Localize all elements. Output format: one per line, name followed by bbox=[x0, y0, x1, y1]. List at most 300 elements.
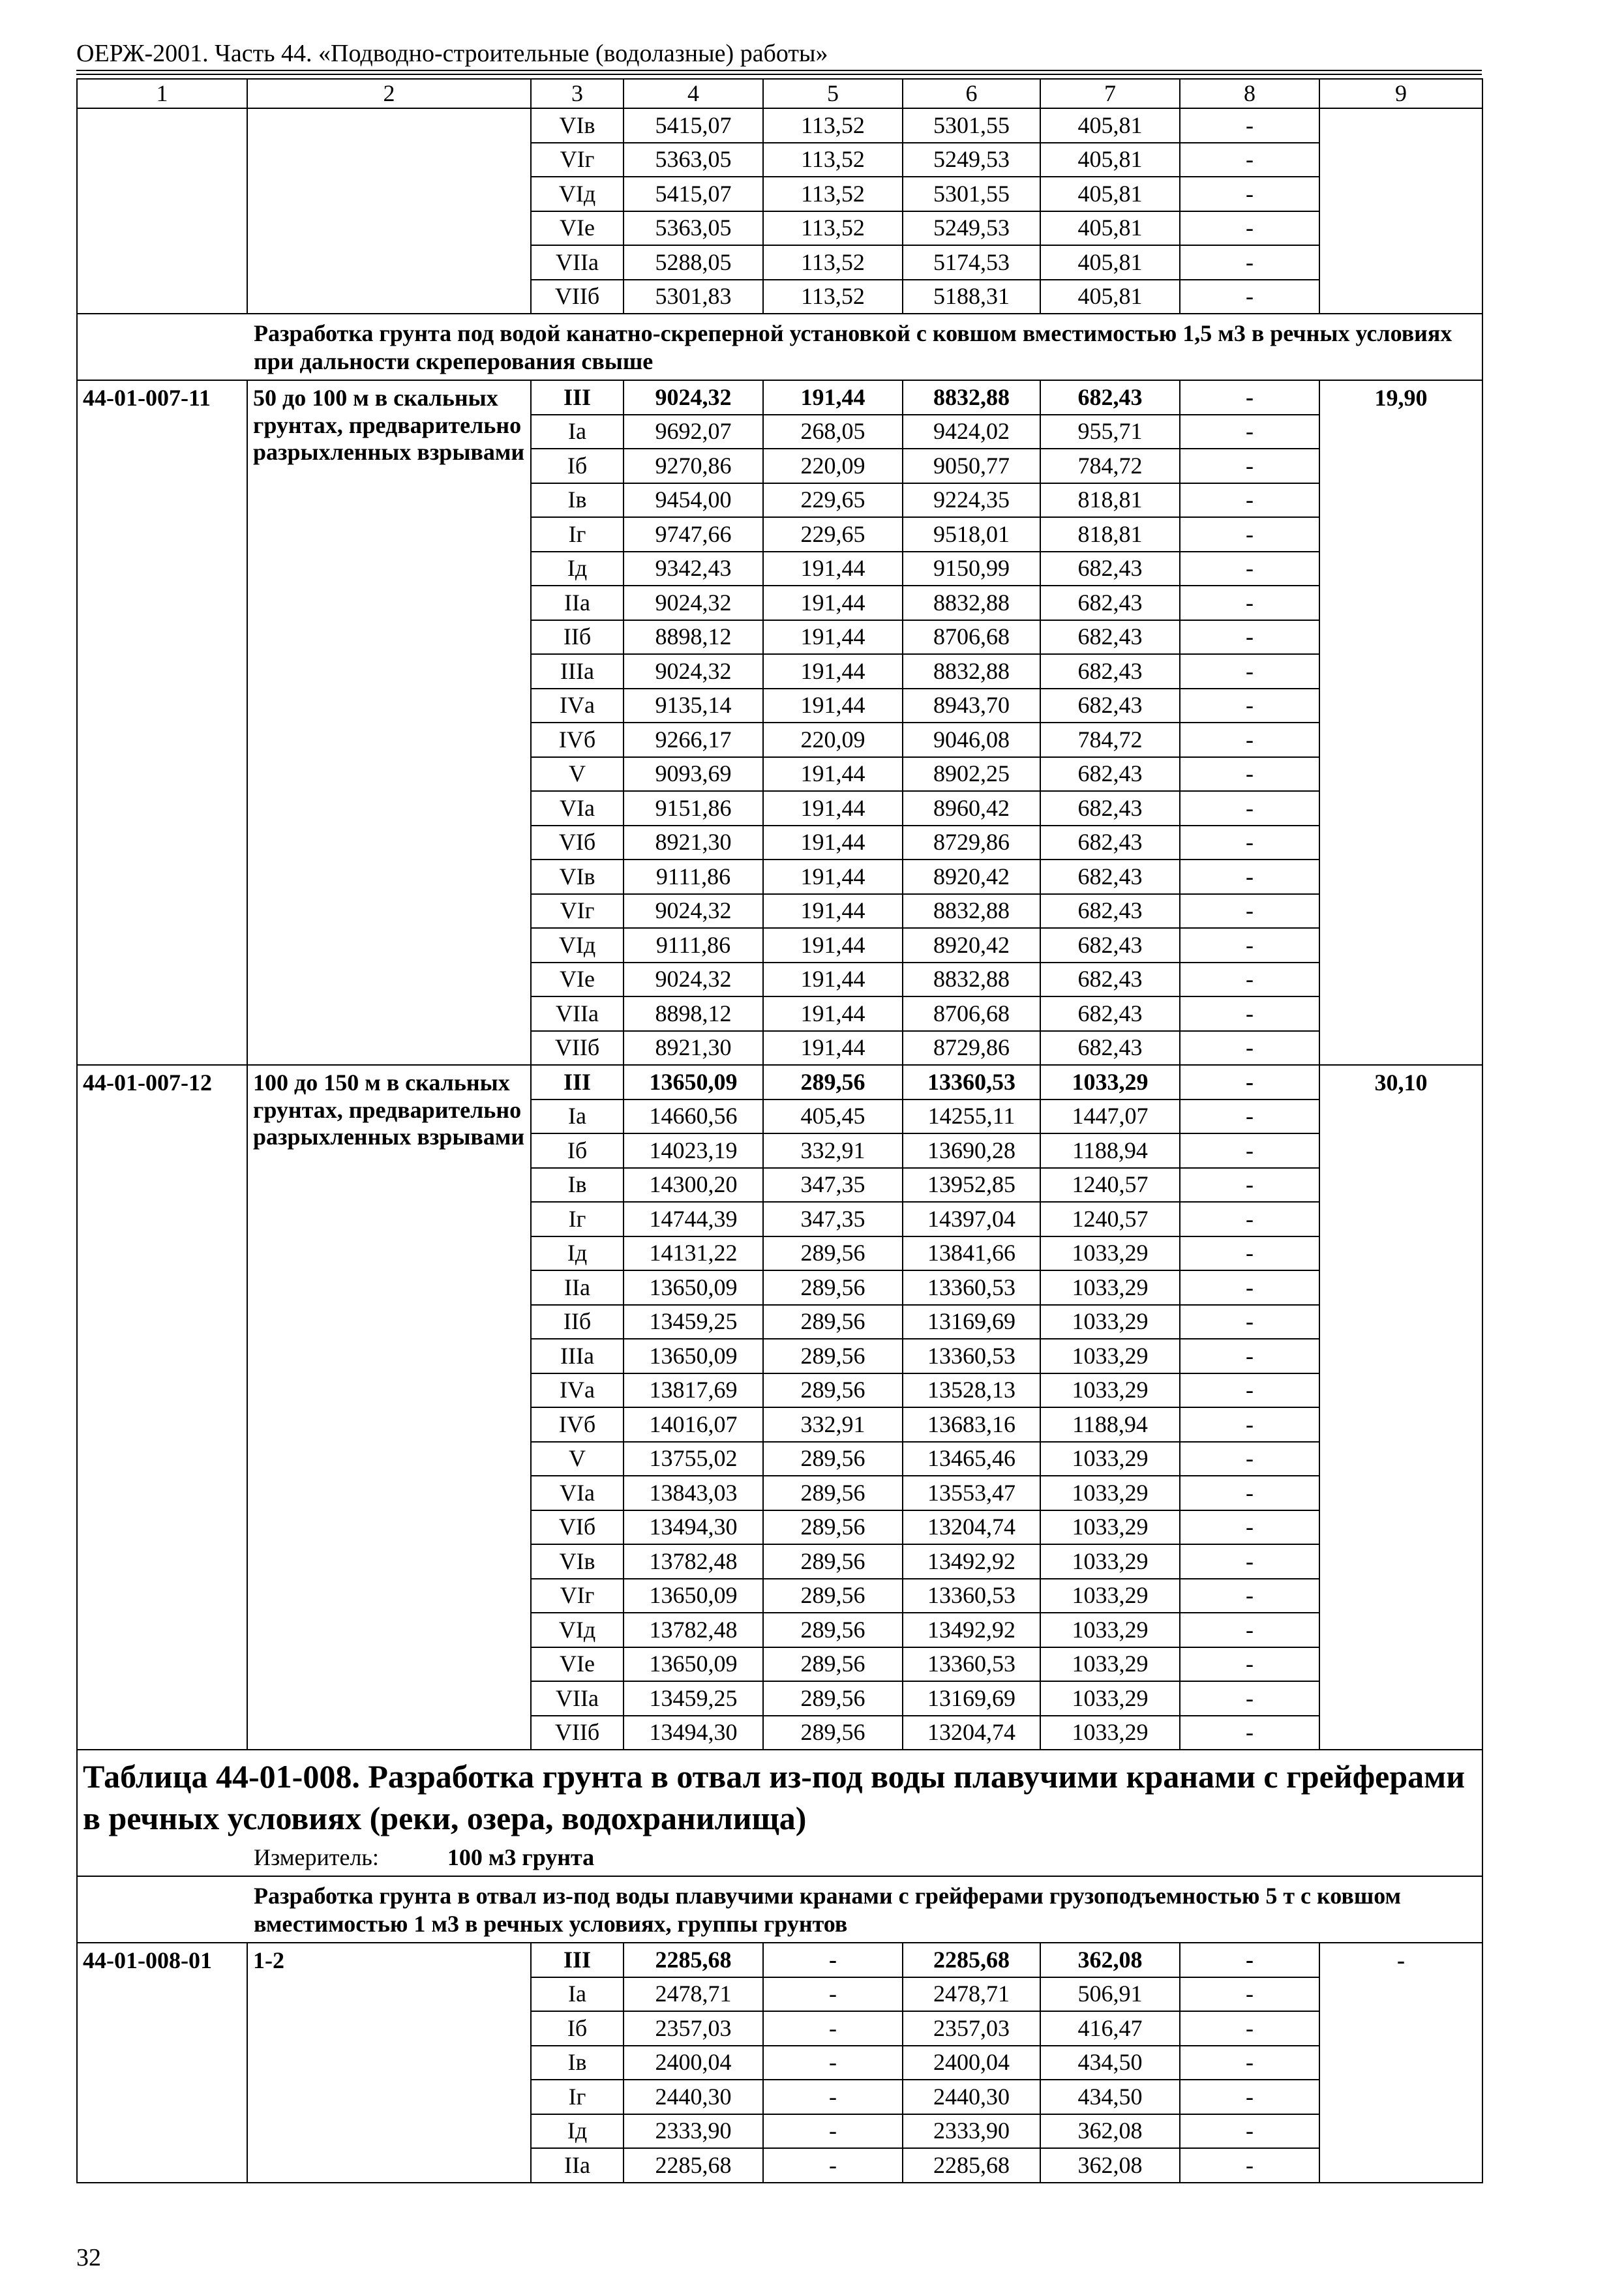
value-cell: 13360,53 bbox=[903, 1647, 1040, 1682]
value-cell: VIа bbox=[531, 1476, 624, 1510]
value-cell: 13360,53 bbox=[903, 1339, 1040, 1373]
value-cell: 8832,88 bbox=[903, 586, 1040, 620]
value-cell: IIб bbox=[531, 620, 624, 655]
value-cell: 9454,00 bbox=[624, 483, 763, 518]
value-cell: 13459,25 bbox=[624, 1681, 763, 1716]
value-cell: Iг bbox=[531, 2080, 624, 2114]
value-cell: 9024,32 bbox=[624, 380, 763, 415]
value-cell: - bbox=[1180, 1236, 1319, 1271]
value-cell: 191,44 bbox=[763, 860, 903, 894]
value-cell: 13817,69 bbox=[624, 1373, 763, 1408]
value-cell: 13841,66 bbox=[903, 1236, 1040, 1271]
value-cell: VIIб bbox=[531, 1716, 624, 1750]
value-cell: III bbox=[531, 380, 624, 415]
value-cell: 13360,53 bbox=[903, 1270, 1040, 1305]
value-cell: 1033,29 bbox=[1040, 1442, 1180, 1476]
value-cell: 5188,31 bbox=[903, 280, 1040, 314]
value-cell: 191,44 bbox=[763, 894, 903, 929]
value-cell: 191,44 bbox=[763, 380, 903, 415]
value-cell: - bbox=[1180, 177, 1319, 211]
value-cell: 1240,57 bbox=[1040, 1202, 1180, 1236]
table-row bbox=[77, 380, 1482, 415]
value-cell: 13492,92 bbox=[903, 1544, 1040, 1579]
value-cell: - bbox=[1180, 996, 1319, 1031]
value-cell: IVа bbox=[531, 689, 624, 723]
value-cell: 5415,07 bbox=[624, 108, 763, 143]
value-cell: 9518,01 bbox=[903, 517, 1040, 552]
description-cell bbox=[247, 108, 531, 314]
column-number: 3 bbox=[531, 79, 624, 108]
value-cell: 9111,86 bbox=[624, 860, 763, 894]
value-cell: 9024,32 bbox=[624, 586, 763, 620]
value-cell: 2478,71 bbox=[903, 1977, 1040, 2012]
value-cell: 289,56 bbox=[763, 1579, 903, 1613]
value-cell: - bbox=[1180, 552, 1319, 586]
value-cell: 682,43 bbox=[1040, 860, 1180, 894]
value-cell: - bbox=[1180, 483, 1319, 518]
value-cell: Iг bbox=[531, 517, 624, 552]
value-cell: 13650,09 bbox=[624, 1065, 763, 1100]
value-cell: VIв bbox=[531, 108, 624, 143]
value-cell: - bbox=[763, 2114, 903, 2149]
value-cell: 1188,94 bbox=[1040, 1133, 1180, 1168]
value-cell: Iа bbox=[531, 1100, 624, 1134]
value-cell: - bbox=[763, 2148, 903, 2183]
value-cell: 682,43 bbox=[1040, 380, 1180, 415]
value-cell: 416,47 bbox=[1040, 2011, 1180, 2046]
value-cell: - bbox=[1180, 143, 1319, 177]
value-cell: 191,44 bbox=[763, 620, 903, 655]
value-cell: 14397,04 bbox=[903, 1202, 1040, 1236]
value-cell: IVа bbox=[531, 1373, 624, 1408]
value-cell: 5301,55 bbox=[903, 177, 1040, 211]
value-cell: 191,44 bbox=[763, 928, 903, 963]
value-cell: 13459,25 bbox=[624, 1305, 763, 1339]
value-cell: 13782,48 bbox=[624, 1544, 763, 1579]
value-cell: 8898,12 bbox=[624, 996, 763, 1031]
value-cell: 434,50 bbox=[1040, 2080, 1180, 2114]
value-cell: 405,81 bbox=[1040, 211, 1180, 246]
value-cell: 13360,53 bbox=[903, 1065, 1040, 1100]
value-cell: 5415,07 bbox=[624, 177, 763, 211]
value-cell: IIIа bbox=[531, 654, 624, 689]
value-cell: VIIа bbox=[531, 245, 624, 280]
value-cell: 14744,39 bbox=[624, 1202, 763, 1236]
value-cell: 2285,68 bbox=[624, 1943, 763, 1977]
value-cell: 289,56 bbox=[763, 1442, 903, 1476]
value-cell: - bbox=[1180, 1202, 1319, 1236]
value-cell: - bbox=[1180, 1100, 1319, 1134]
value-cell: - bbox=[1180, 245, 1319, 280]
value-cell: 682,43 bbox=[1040, 996, 1180, 1031]
value-cell: 9424,02 bbox=[903, 415, 1040, 449]
value-cell: 1033,29 bbox=[1040, 1305, 1180, 1339]
value-cell: 13782,48 bbox=[624, 1613, 763, 1647]
value-cell: 405,45 bbox=[763, 1100, 903, 1134]
value-cell: - bbox=[1180, 1373, 1319, 1408]
value-cell: - bbox=[1180, 2011, 1319, 2046]
value-cell: 9093,69 bbox=[624, 757, 763, 792]
value-cell: 14660,56 bbox=[624, 1100, 763, 1134]
value-cell: IIб bbox=[531, 1305, 624, 1339]
value-cell: 268,05 bbox=[763, 415, 903, 449]
value-cell: 1240,57 bbox=[1040, 1168, 1180, 1203]
column-number: 8 bbox=[1180, 79, 1319, 108]
table-row bbox=[77, 1750, 1482, 1876]
col9-cell: 30,10 bbox=[1319, 1065, 1482, 1750]
table-title-cell bbox=[77, 1750, 1482, 1876]
value-cell: 347,35 bbox=[763, 1202, 903, 1236]
value-cell: 682,43 bbox=[1040, 791, 1180, 826]
value-cell: 13650,09 bbox=[624, 1339, 763, 1373]
value-cell: - bbox=[1180, 380, 1319, 415]
value-cell: 955,71 bbox=[1040, 415, 1180, 449]
value-cell: 405,81 bbox=[1040, 143, 1180, 177]
value-cell: - bbox=[1180, 517, 1319, 552]
description-cell: 100 до 150 м в скальных грунтах, предварительно разрыхленных взрывами bbox=[247, 1065, 531, 1750]
value-cell: VIг bbox=[531, 1579, 624, 1613]
value-cell: 13494,30 bbox=[624, 1716, 763, 1750]
value-cell: 5363,05 bbox=[624, 211, 763, 246]
value-cell: 1033,29 bbox=[1040, 1716, 1180, 1750]
value-cell: 2400,04 bbox=[903, 2046, 1040, 2080]
value-cell: 682,43 bbox=[1040, 586, 1180, 620]
value-cell: - bbox=[1180, 620, 1319, 655]
value-cell: 191,44 bbox=[763, 826, 903, 860]
value-cell: - bbox=[763, 1977, 903, 2012]
value-cell: Iв bbox=[531, 2046, 624, 2080]
value-cell: 682,43 bbox=[1040, 928, 1180, 963]
header-rule bbox=[76, 70, 1482, 71]
value-cell: 113,52 bbox=[763, 245, 903, 280]
measurer-value: 100 м3 грунта bbox=[447, 1844, 595, 1871]
value-cell: 2333,90 bbox=[624, 2114, 763, 2149]
value-cell: 13690,28 bbox=[903, 1133, 1040, 1168]
value-cell: 2440,30 bbox=[903, 2080, 1040, 2114]
value-cell: 13465,46 bbox=[903, 1442, 1040, 1476]
value-cell: 8921,30 bbox=[624, 1031, 763, 1066]
value-cell: 191,44 bbox=[763, 552, 903, 586]
value-cell: 191,44 bbox=[763, 757, 903, 792]
value-cell: IIIа bbox=[531, 1339, 624, 1373]
value-cell: 2285,68 bbox=[903, 2148, 1040, 2183]
value-cell: - bbox=[1180, 280, 1319, 314]
value-cell: 9050,77 bbox=[903, 449, 1040, 483]
value-cell: VIIб bbox=[531, 280, 624, 314]
value-cell: 2478,71 bbox=[624, 1977, 763, 2012]
value-cell: - bbox=[1180, 1977, 1319, 2012]
value-cell: - bbox=[1180, 1407, 1319, 1442]
value-cell: 5363,05 bbox=[624, 143, 763, 177]
value-cell: Iа bbox=[531, 1977, 624, 2012]
value-cell: III bbox=[531, 1065, 624, 1100]
value-cell: 1033,29 bbox=[1040, 1270, 1180, 1305]
value-cell: 2285,68 bbox=[624, 2148, 763, 2183]
value-cell: - bbox=[1180, 2080, 1319, 2114]
value-cell: - bbox=[1180, 654, 1319, 689]
value-cell: - bbox=[1180, 1031, 1319, 1066]
value-cell: 289,56 bbox=[763, 1339, 903, 1373]
value-cell: 1033,29 bbox=[1040, 1236, 1180, 1271]
value-cell: - bbox=[1180, 449, 1319, 483]
value-cell: - bbox=[1180, 1270, 1319, 1305]
value-cell: - bbox=[1180, 211, 1319, 246]
column-number: 1 bbox=[77, 79, 247, 108]
value-cell: 289,56 bbox=[763, 1647, 903, 1682]
value-cell: 9024,32 bbox=[624, 654, 763, 689]
value-cell: 1188,94 bbox=[1040, 1407, 1180, 1442]
column-number: 4 bbox=[624, 79, 763, 108]
value-cell: 2357,03 bbox=[624, 2011, 763, 2046]
value-cell: 229,65 bbox=[763, 517, 903, 552]
value-cell: - bbox=[1180, 1544, 1319, 1579]
value-cell: 13650,09 bbox=[624, 1647, 763, 1682]
value-cell: 8898,12 bbox=[624, 620, 763, 655]
value-cell: 113,52 bbox=[763, 108, 903, 143]
value-cell: IVб bbox=[531, 723, 624, 757]
value-cell: 818,81 bbox=[1040, 483, 1180, 518]
value-cell: 1033,29 bbox=[1040, 1510, 1180, 1545]
value-cell: 191,44 bbox=[763, 654, 903, 689]
value-cell: 332,91 bbox=[763, 1407, 903, 1442]
value-cell: 405,81 bbox=[1040, 245, 1180, 280]
value-cell: 8920,42 bbox=[903, 860, 1040, 894]
value-cell: - bbox=[1180, 1339, 1319, 1373]
value-cell: Iв bbox=[531, 1168, 624, 1203]
value-cell: 14131,22 bbox=[624, 1236, 763, 1271]
value-cell: VIд bbox=[531, 177, 624, 211]
value-cell: - bbox=[1180, 1168, 1319, 1203]
value-cell: 289,56 bbox=[763, 1373, 903, 1408]
page-number: 32 bbox=[76, 2244, 101, 2271]
value-cell: - bbox=[1180, 963, 1319, 997]
value-cell: Iб bbox=[531, 449, 624, 483]
value-cell: 289,56 bbox=[763, 1270, 903, 1305]
value-cell: 9692,07 bbox=[624, 415, 763, 449]
value-cell: - bbox=[1180, 415, 1319, 449]
value-cell: V bbox=[531, 1442, 624, 1476]
value-cell: - bbox=[763, 1943, 903, 1977]
value-cell: IIа bbox=[531, 2148, 624, 2183]
value-cell: 13492,92 bbox=[903, 1613, 1040, 1647]
section-heading: Разработка грунта под водой канатно-скреперной установкой с ковшом вместимостью 1,5 м3 в речных условиях при дальности скреперования свыше bbox=[77, 314, 1482, 380]
value-cell: VIе bbox=[531, 1647, 624, 1682]
value-cell: - bbox=[1180, 1943, 1319, 1977]
measurer-label: Измеритель: bbox=[254, 1844, 379, 1871]
value-cell: 682,43 bbox=[1040, 757, 1180, 792]
value-cell: 2333,90 bbox=[903, 2114, 1040, 2149]
value-cell: 2440,30 bbox=[624, 2080, 763, 2114]
value-cell: 362,08 bbox=[1040, 2148, 1180, 2183]
description-cell: 1-2 bbox=[247, 1943, 531, 2183]
value-cell: - bbox=[1180, 1716, 1319, 1750]
value-cell: 682,43 bbox=[1040, 689, 1180, 723]
value-cell: - bbox=[1180, 723, 1319, 757]
value-cell: VIв bbox=[531, 860, 624, 894]
section-heading: Разработка грунта в отвал из-под воды плавучими кранами с грейферами грузоподъемностью 5 т с ковшом вместимостью 1 м3 в речных условиях, группы грунтов bbox=[77, 1876, 1482, 1943]
value-cell: 682,43 bbox=[1040, 894, 1180, 929]
value-cell: 13650,09 bbox=[624, 1270, 763, 1305]
value-cell: 1033,29 bbox=[1040, 1681, 1180, 1716]
value-cell: 13360,53 bbox=[903, 1579, 1040, 1613]
value-cell: 5174,53 bbox=[903, 245, 1040, 280]
value-cell: 9270,86 bbox=[624, 449, 763, 483]
value-cell: 289,56 bbox=[763, 1065, 903, 1100]
value-cell: 191,44 bbox=[763, 996, 903, 1031]
column-number: 9 bbox=[1319, 79, 1482, 108]
table-row bbox=[77, 1943, 1482, 1977]
value-cell: 289,56 bbox=[763, 1510, 903, 1545]
value-cell: VIIб bbox=[531, 1031, 624, 1066]
value-cell: - bbox=[1180, 757, 1319, 792]
value-cell: 434,50 bbox=[1040, 2046, 1180, 2080]
value-cell: 13204,74 bbox=[903, 1716, 1040, 1750]
code-cell: 44-01-007-12 bbox=[77, 1065, 247, 1750]
value-cell: 9224,35 bbox=[903, 483, 1040, 518]
value-cell: 220,09 bbox=[763, 449, 903, 483]
value-cell: 9266,17 bbox=[624, 723, 763, 757]
value-cell: Iд bbox=[531, 2114, 624, 2149]
value-cell: - bbox=[1180, 860, 1319, 894]
value-cell: Iб bbox=[531, 1133, 624, 1168]
value-cell: 9135,14 bbox=[624, 689, 763, 723]
value-cell: 289,56 bbox=[763, 1236, 903, 1271]
value-cell: 9024,32 bbox=[624, 963, 763, 997]
value-cell: IIа bbox=[531, 1270, 624, 1305]
value-cell: 362,08 bbox=[1040, 1943, 1180, 1977]
value-cell: 506,91 bbox=[1040, 1977, 1180, 2012]
value-cell: 682,43 bbox=[1040, 826, 1180, 860]
value-cell: 191,44 bbox=[763, 689, 903, 723]
value-cell: 682,43 bbox=[1040, 620, 1180, 655]
table-title: Таблица 44-01-008. Разработка грунта в отвал из-под воды плавучими кранами с грейферами в речных условиях (реки, озера, водохранилища) bbox=[83, 1758, 1466, 1837]
value-cell: - bbox=[1180, 1681, 1319, 1716]
value-cell: 8832,88 bbox=[903, 380, 1040, 415]
value-cell: 332,91 bbox=[763, 1133, 903, 1168]
value-cell: 784,72 bbox=[1040, 449, 1180, 483]
value-cell: 1447,07 bbox=[1040, 1100, 1180, 1134]
value-cell: VIб bbox=[531, 1510, 624, 1545]
value-cell: - bbox=[1180, 1442, 1319, 1476]
value-cell: 9046,08 bbox=[903, 723, 1040, 757]
column-number: 7 bbox=[1040, 79, 1180, 108]
value-cell: 229,65 bbox=[763, 483, 903, 518]
value-cell: VIа bbox=[531, 791, 624, 826]
value-cell: - bbox=[1180, 1613, 1319, 1647]
value-cell: VIв bbox=[531, 1544, 624, 1579]
value-cell: 818,81 bbox=[1040, 517, 1180, 552]
value-cell: Iа bbox=[531, 415, 624, 449]
value-cell: - bbox=[1180, 1510, 1319, 1545]
value-cell: VIд bbox=[531, 928, 624, 963]
value-cell: 191,44 bbox=[763, 586, 903, 620]
table-row bbox=[77, 1065, 1482, 1100]
value-cell: III bbox=[531, 1943, 624, 1977]
value-cell: - bbox=[763, 2046, 903, 2080]
value-cell: 8832,88 bbox=[903, 963, 1040, 997]
value-cell: 347,35 bbox=[763, 1168, 903, 1203]
value-cell: 113,52 bbox=[763, 211, 903, 246]
value-cell: 2285,68 bbox=[903, 1943, 1040, 1977]
value-cell: VIIа bbox=[531, 1681, 624, 1716]
description-cell: 50 до 100 м в скальных грунтах, предварительно разрыхленных взрывами bbox=[247, 380, 531, 1065]
value-cell: - bbox=[1180, 1579, 1319, 1613]
value-cell: 8729,86 bbox=[903, 826, 1040, 860]
value-cell: 5301,55 bbox=[903, 108, 1040, 143]
value-cell: - bbox=[763, 2080, 903, 2114]
value-cell: - bbox=[1180, 1305, 1319, 1339]
value-cell: 362,08 bbox=[1040, 2114, 1180, 2149]
value-cell: 1033,29 bbox=[1040, 1613, 1180, 1647]
value-cell: V bbox=[531, 757, 624, 792]
value-cell: VIе bbox=[531, 963, 624, 997]
value-cell: 14023,19 bbox=[624, 1133, 763, 1168]
table-row bbox=[77, 79, 1482, 108]
value-cell: 289,56 bbox=[763, 1716, 903, 1750]
value-cell: 8943,70 bbox=[903, 689, 1040, 723]
value-cell: 9747,66 bbox=[624, 517, 763, 552]
value-cell: VIIа bbox=[531, 996, 624, 1031]
column-number: 2 bbox=[247, 79, 531, 108]
value-cell: 682,43 bbox=[1040, 552, 1180, 586]
value-cell: 289,56 bbox=[763, 1476, 903, 1510]
value-cell: VIе bbox=[531, 211, 624, 246]
value-cell: 113,52 bbox=[763, 280, 903, 314]
value-cell: 13843,03 bbox=[624, 1476, 763, 1510]
value-cell: 289,56 bbox=[763, 1305, 903, 1339]
value-cell: 13553,47 bbox=[903, 1476, 1040, 1510]
value-cell: 5249,53 bbox=[903, 211, 1040, 246]
value-cell: VIд bbox=[531, 1613, 624, 1647]
value-cell: 8832,88 bbox=[903, 654, 1040, 689]
value-cell: 14300,20 bbox=[624, 1168, 763, 1203]
value-cell: 113,52 bbox=[763, 143, 903, 177]
code-cell bbox=[77, 108, 247, 314]
value-cell: 2357,03 bbox=[903, 2011, 1040, 2046]
value-cell: 191,44 bbox=[763, 791, 903, 826]
value-cell: 13683,16 bbox=[903, 1407, 1040, 1442]
value-cell: 8706,68 bbox=[903, 996, 1040, 1031]
value-cell: - bbox=[1180, 1065, 1319, 1100]
table-row bbox=[77, 314, 1482, 380]
value-cell: 8921,30 bbox=[624, 826, 763, 860]
value-cell: 9150,99 bbox=[903, 552, 1040, 586]
value-cell: 405,81 bbox=[1040, 177, 1180, 211]
value-cell: - bbox=[1180, 586, 1319, 620]
value-cell: 8729,86 bbox=[903, 1031, 1040, 1066]
value-cell: 1033,29 bbox=[1040, 1647, 1180, 1682]
value-cell: - bbox=[1180, 689, 1319, 723]
value-cell: 13169,69 bbox=[903, 1305, 1040, 1339]
value-cell: 8832,88 bbox=[903, 894, 1040, 929]
value-cell: 13755,02 bbox=[624, 1442, 763, 1476]
value-cell: 1033,29 bbox=[1040, 1339, 1180, 1373]
value-cell: 13204,74 bbox=[903, 1510, 1040, 1545]
value-cell: VIб bbox=[531, 826, 624, 860]
value-cell: 13494,30 bbox=[624, 1510, 763, 1545]
value-cell: - bbox=[1180, 1647, 1319, 1682]
value-cell: 682,43 bbox=[1040, 1031, 1180, 1066]
code-cell: 44-01-008-01 bbox=[77, 1943, 247, 2183]
value-cell: 191,44 bbox=[763, 963, 903, 997]
value-cell: - bbox=[1180, 928, 1319, 963]
value-cell: 289,56 bbox=[763, 1544, 903, 1579]
value-cell: - bbox=[1180, 2114, 1319, 2149]
column-number: 6 bbox=[903, 79, 1040, 108]
value-cell: 9024,32 bbox=[624, 894, 763, 929]
value-cell: 1033,29 bbox=[1040, 1579, 1180, 1613]
value-cell: VIг bbox=[531, 894, 624, 929]
